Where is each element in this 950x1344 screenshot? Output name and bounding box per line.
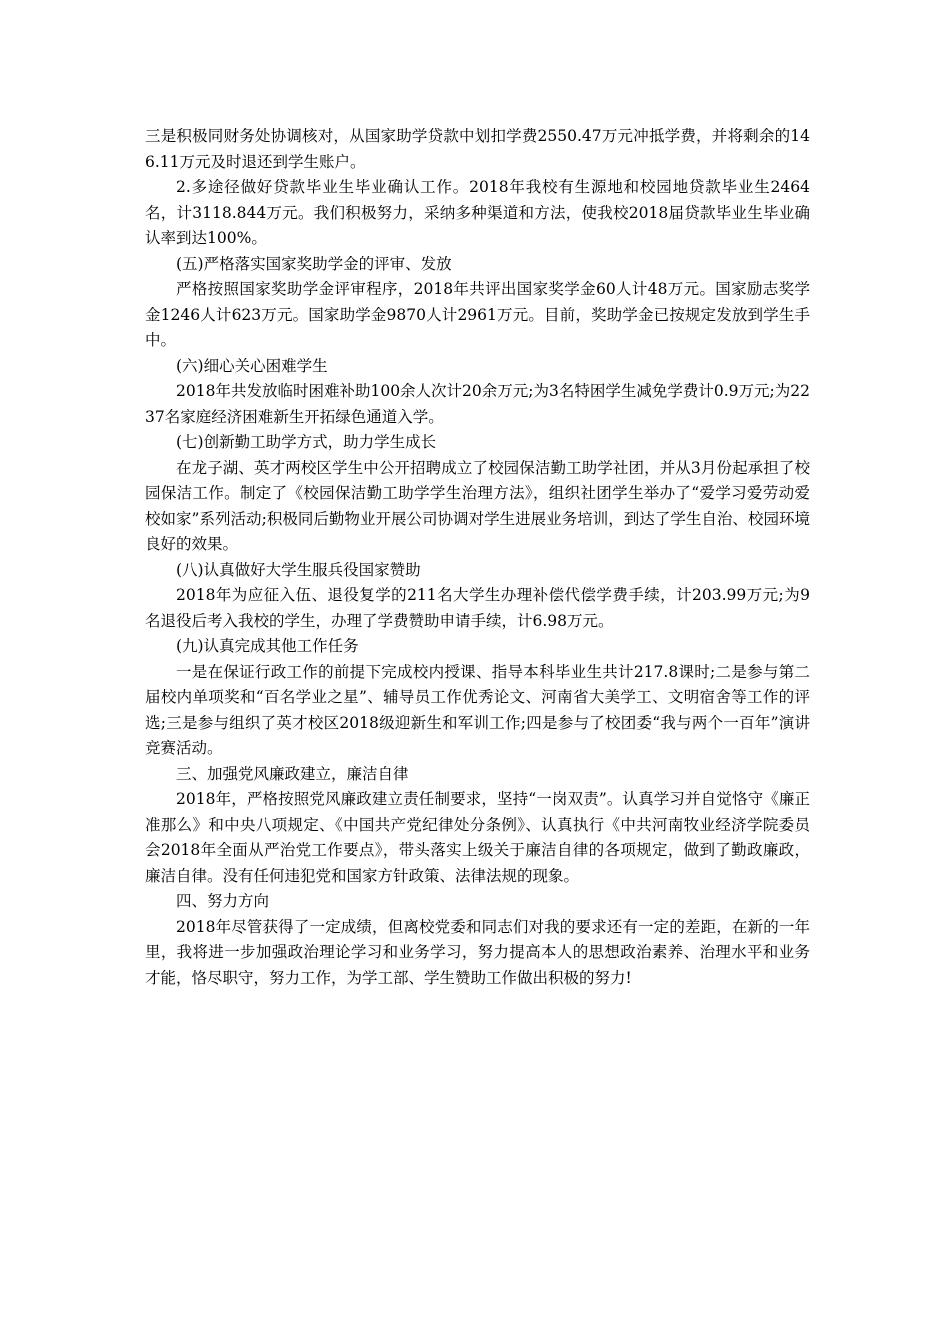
section-heading: (八)认真做好大学生服兵役国家赞助	[176, 560, 421, 579]
paragraph: 2018年尽管获得了一定成绩，但离校党委和同志们对我的要求还有一定的差距，在新的一年里，我将进一步加强政治理论学习和业务学习，努力提高本人的思想政治素养、治理水平和业务才能，恪尽职守，努力工作，为学工部、学生赞助工作做出积极的努力!	[145, 917, 810, 987]
paragraph: 三是积极同财务处协调核对，从国家助学贷款中划扣学费2550.47万元冲抵学费，并将剩余的146.11万元及时退还到学生账户。	[145, 127, 810, 171]
document-body	[145, 124, 810, 991]
section-heading: (六)细心关心困难学生	[176, 356, 328, 375]
paragraph: 2018年，严格按照党风廉政建立责任制要求，坚持“一岗双责”。认真学习并自觉恪守《廉正准那么》和中央八项规定、《中国共产党纪律处分条例》、认真执行《中共河南牧业经济学院委员会2018年全面从严治党工作要点》，带头落实上级关于廉洁自律的各项规定，做到了勤政廉政，廉洁自律。没有任何违犯党和国家方针政策、法律法规的现象。	[145, 790, 810, 885]
paragraph: 2.多途径做好贷款毕业生毕业确认工作。2018年我校有生源地和校园地贷款毕业生2464名，计3118.844万元。我们积极努力，采纳多种渠道和方法，使我校2018届贷款毕业生毕业确认率到达100%。	[145, 178, 810, 247]
paragraph: 2018年为应征入伍、退役复学的211名大学生办理补偿代偿学费手续，计203.99万元;为9名退役后考入我校的学生，办理了学费赞助申请手续，计6.98万元。	[145, 586, 810, 630]
paragraph: 一是在保证行政工作的前提下完成校内授课、指导本科毕业生共计217.8课时;二是参与第二届校内单项奖和“百名学业之星”、辅导员工作优秀论文、河南省大美学工、文明宿舍等工作的评选;三是参与组织了英才校区2018级迎新生和军训工作;四是参与了校团委“我与两个一百年”演讲竞赛活动。	[145, 662, 810, 757]
section-heading: 四、努力方向	[176, 892, 270, 910]
paragraph: 在龙子湖、英才两校区学生中公开招聘成立了校园保洁勤工助学社团，并从3月份起承担了校园保洁工作。制定了《校园保洁勤工助学学生治理方法》，组织社团学生举办了“爱学习爱劳动爱校如家”系列活动;积极同后勤物业开展公司协调对学生进展业务培训，到达了学生自治、校园环境良好的效果。	[145, 458, 810, 553]
section-heading: (九)认真完成其他工作任务	[176, 637, 359, 655]
section-heading: (七)创新勤工助学方式，助力学生成长	[176, 433, 437, 451]
paragraph: 2018年共发放临时困难补助100余人次计20余万元;为3名特困学生减免学费计0.9万元;为2237名家庭经济困难新生开拓绿色通道入学。	[145, 382, 810, 426]
section-heading: 三、加强党风廉政建立，廉洁自律	[176, 764, 409, 783]
section-heading: (五)严格落实国家奖助学金的评审、发放	[176, 254, 452, 273]
paragraph: 严格按照国家奖助学金评审程序，2018年共评出国家奖学金60人计48万元。国家励志奖学金1246人计623万元。国家助学金9870人计2961万元。目前，奖助学金已按规定发放到学生手中。	[145, 280, 810, 349]
